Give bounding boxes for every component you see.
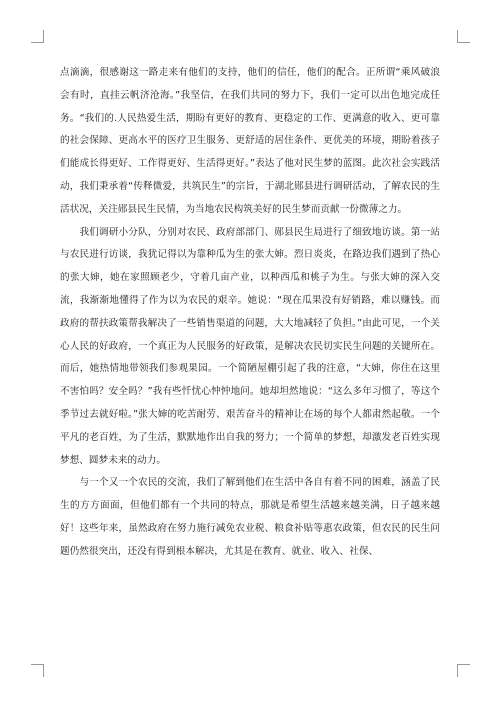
document-body xyxy=(60,62,440,564)
paragraph-continuation: 点滴滴，很感谢这一路走来有他们的支持，他们的信任，他们的配合。正所谓“乘风破浪会有时，直挂云帆济沧海。”我坚信，在我们共同的努力下，我们一定可以出色地完成任务。“我们的.人民热爱生活，期盼有更好的教育、更稳定的工作、更满意的收入、更可靠的社会保障、更高水平的医疗卫生服务、更舒适的居住条件、更优美的环境，期盼着孩子们能成长得更好、工作得更好、生活得更好。”表达了他对民生梦的蓝图。此次社会实践活动，我们秉承着“传释微爱，共筑民生”的宗旨，于湖北郧县进行调研活动，了解农民的生活状况，关注郧县民生民情，为当地农民构筑美好的民生梦而贡献一份微薄之力。 xyxy=(60,67,440,215)
crop-mark-top-left xyxy=(31,30,44,43)
crop-mark-bottom-right xyxy=(457,664,470,677)
paragraph-farmer-exchange: 与一个又一个农民的交流，我们了解到他们在生活中各自有着不同的困难，涵盖了民生的方方面面，但他们都有一个共同的特点，那就是希望生活越来越美满，日子越来越好！这些年来，虽然政府在努力施行减免农业税、粮食补贴等惠农政策，但农民的民生问题仍然很突出，还没有得到根本解决，尤其是在教育、就业、收入、社保、 xyxy=(60,477,440,557)
paragraph-interviews: 我们调研小分队，分别对农民、政府部部门、郧县民生局进行了细致地访谈。第一站与农民进行访谈，我犹记得以为靠种瓜为生的张大婶。烈日炎炎，在路边我们遇到了热心的张大婶，她在家照顾老少，守着几亩产业，以种西瓜和桃子为生。与张大婶的深入交流，我渐渐地懂得了作为以为农民的艰辛。她说：“现在瓜果没有好销路，难以赚钱。而政府的帮扶政策帮我解决了一些销售渠道的问题，大大地减轻了负担。”由此可见，一个关心人民的好政府，一个真正为人民服务的好政策，是解决农民切实民生问题的关键所在。而后，她热情地带领我们参观果园。一个简陋屋棚引起了我的注意，“大婶，你住在这里不害怕吗？安全吗？”我有些忏忧心忡忡地问。她却坦然地说：“这么多年习惯了，等这个季节过去就好啦。”张大婶的吃苦耐劳、艰苦奋斗的精神让在场的每个人都肃然起敬。一个平凡的老百姓，为了生活，默默地作出自我的努力；一个简单的梦想，却激发老百姓实现梦想、圆梦未来的动力。 xyxy=(60,226,440,466)
crop-mark-top-right xyxy=(457,30,470,43)
crop-mark-bottom-left xyxy=(31,664,44,677)
